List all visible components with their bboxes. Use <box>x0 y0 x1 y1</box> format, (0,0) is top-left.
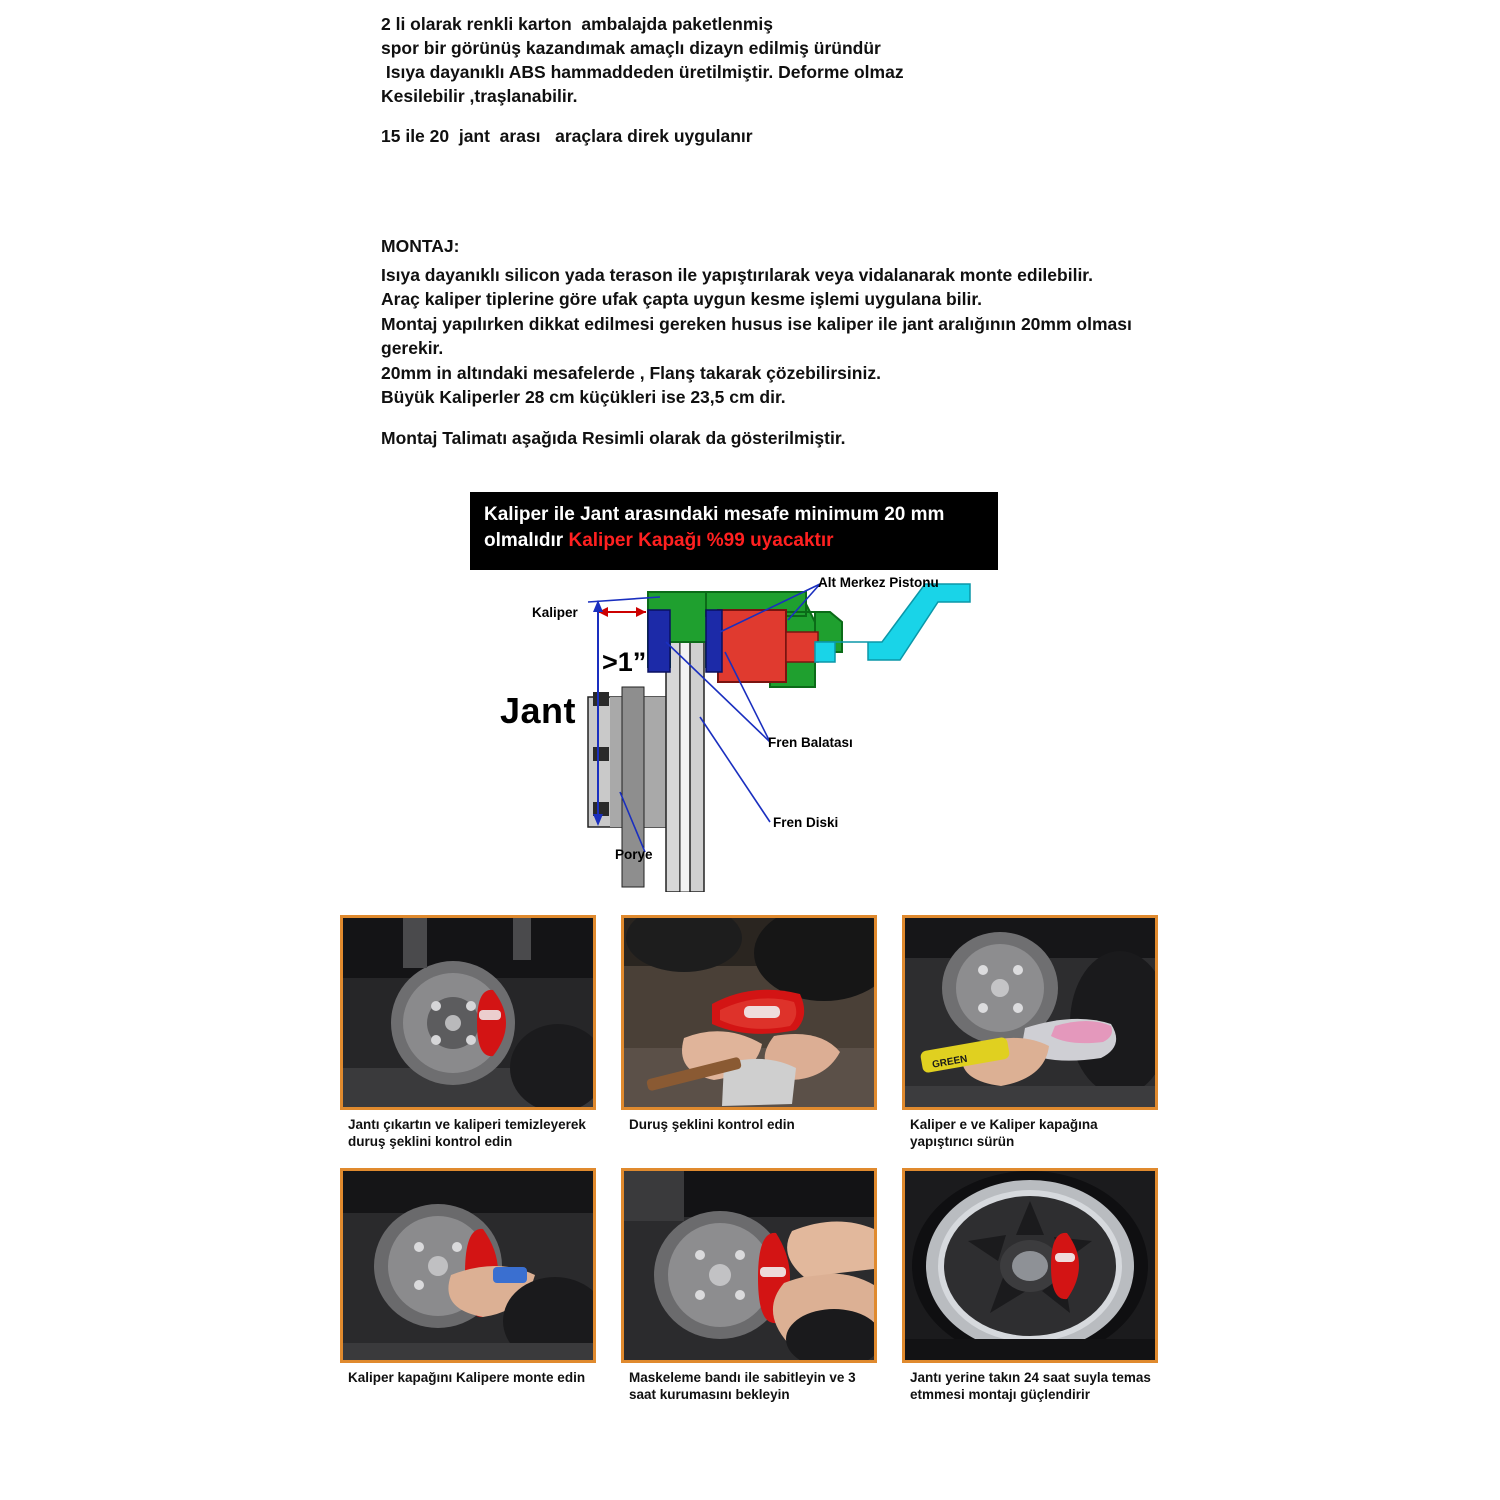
gap-label: >1” <box>602 647 647 677</box>
step-5-photo <box>621 1168 877 1363</box>
instruction-photo-grid <box>340 915 1160 1411</box>
gap-dimension-arrow <box>598 607 646 617</box>
montaj-line-6: Büyük Kaliperler 28 cm küçükleri ise 23,5 cm dir. <box>381 387 786 407</box>
step-1-photo <box>340 915 596 1110</box>
intro-line-1: 2 li olarak renkli karton ambalajda paketlenmiş <box>381 14 773 34</box>
step-1-caption: Jantı çıkartın ve kaliperi temizleyerek duruş şeklini kontrol edin <box>348 1117 586 1149</box>
montaj-line-1: Isıya dayanıklı silicon yada terason ile yapıştırılarak veya vidalanarak monte edilebilir. <box>381 264 1094 285</box>
step-3-photo <box>902 915 1158 1110</box>
montaj-footer: Montaj Talimatı aşağıda Resimli olarak da gösterilmiştir. <box>381 427 846 448</box>
step-item <box>621 915 877 1150</box>
photo-row-1 <box>340 915 1160 1150</box>
svg-text:GREEN: GREEN <box>931 1053 969 1071</box>
alt-merkez-pistonu-label: Alt Merkez Pistonu <box>818 575 939 590</box>
porye-label: Porye <box>615 847 653 862</box>
step-item <box>340 1168 596 1403</box>
montaj-line-2: Araç kaliper tiplerine göre ufak çapta uygun kesme işlemi uygulana bilir. <box>381 289 983 309</box>
intro-line-2: spor bir görünüş kazandımak amaçlı dizayn edilmiş üründür <box>381 38 881 58</box>
step-4-caption: Kaliper kapağını Kalipere monte edin <box>348 1370 586 1385</box>
step-6-photo <box>902 1168 1158 1363</box>
kaliper-label: Kaliper <box>532 605 578 620</box>
step-5-caption: Maskeleme bandı ile sabitleyin ve 3 saat kurumasını bekleyin <box>629 1370 856 1402</box>
jant-label: Jant <box>500 690 577 731</box>
montaj-text-block <box>381 234 1211 450</box>
step-2-photo <box>621 915 877 1110</box>
step-item <box>902 1168 1158 1403</box>
intro-text-block <box>381 12 1221 148</box>
intro-line-3: Isıya dayanıklı ABS hammaddeden üretilmiştir. Deforme olmaz <box>381 62 904 82</box>
montaj-spacer <box>381 410 1211 426</box>
brake-disc-group <box>666 602 704 892</box>
step-2-caption: Duruş şeklini kontrol edin <box>629 1117 795 1132</box>
intro-spacer <box>381 108 1221 124</box>
brake-assembly-diagram <box>470 492 1030 892</box>
banner-text-white: Kaliper ile Jant arasındaki mesafe minimum 20 mm olmalıdır <box>484 504 945 551</box>
fren-balatasi-label: Fren Balatası <box>768 735 853 750</box>
montaj-line-5: 20mm in altındaki mesafelerde , Flanş takarak çözebilirsiniz. <box>381 362 881 383</box>
step-3-caption: Kaliper e ve Kaliper kapağına yapıştırıcı sürün <box>910 1117 1098 1149</box>
montaj-line-4: gerekir. <box>381 338 444 358</box>
banner-text-red: Kaliper Kapağı %99 uyacaktır <box>568 530 834 551</box>
fren-diski-label: Fren Diski <box>773 815 839 830</box>
montaj-title: MONTAJ: <box>381 236 460 256</box>
step-item <box>340 915 596 1150</box>
montaj-line-3: Montaj yapılırken dikkat edilmesi gereken husus ise kaliper ile jant aralığının 20mm olması <box>381 313 1132 334</box>
photo-row-2 <box>340 1168 1160 1403</box>
step-item <box>902 915 1158 1150</box>
step-item <box>621 1168 877 1403</box>
intro-note: 15 ile 20 jant arası araçlara direk uygulanır <box>381 126 753 146</box>
intro-line-4: Kesilebilir ,traşlanabilir. <box>381 86 578 106</box>
step-6-caption: Jantı yerine takın 24 saat suyla temas etmmesi montajı güçlendirir <box>910 1370 1151 1402</box>
step-4-photo <box>340 1168 596 1363</box>
